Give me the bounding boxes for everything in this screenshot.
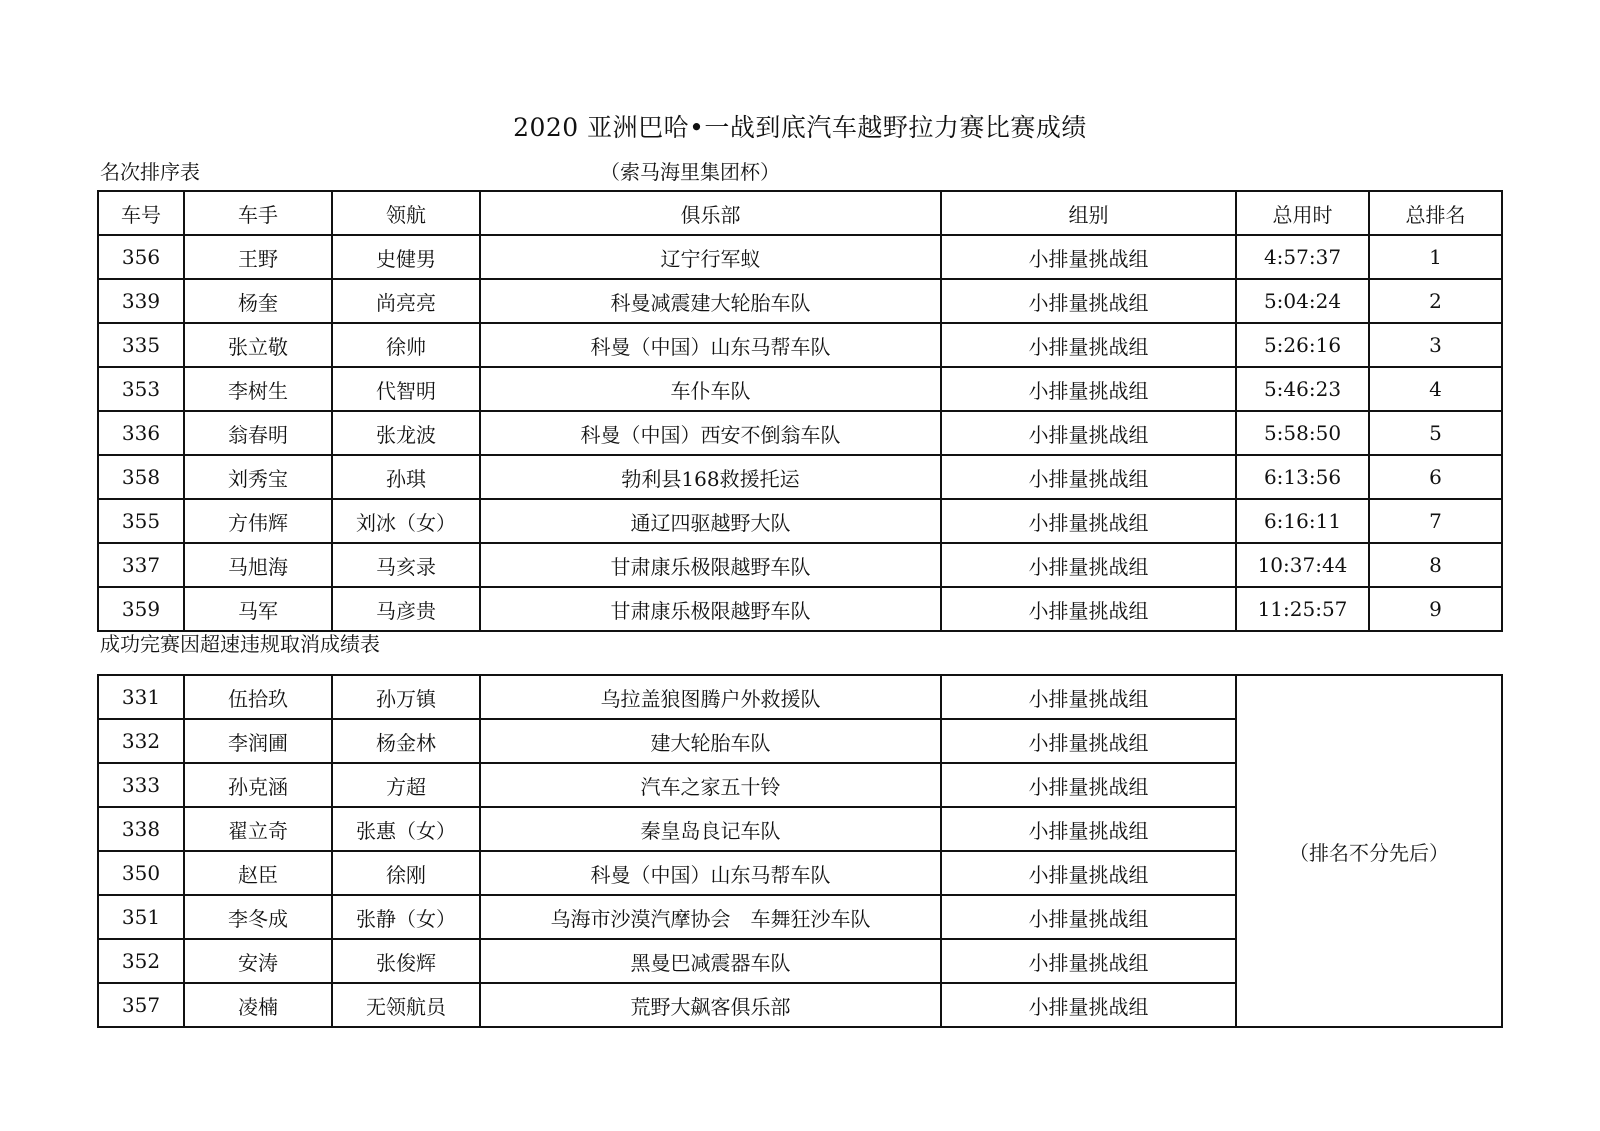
cell-driver: 李冬成 [184,895,332,939]
cell-group: 小排量挑战组 [941,675,1236,719]
cell-navigator: 徐刚 [332,851,480,895]
cell-group: 小排量挑战组 [941,939,1236,983]
cell-group: 小排量挑战组 [941,587,1236,631]
document-title: 2020 亚洲巴哈•一战到底汽车越野拉力赛比赛成绩 [513,113,1087,142]
cell-club: 车仆车队 [480,367,941,411]
cell-car-number: 333 [98,763,184,807]
cell-navigator: 刘冰（女） [332,499,480,543]
sponsor-subtitle: （索马海里集团杯） [600,160,780,184]
cell-club: 乌海市沙漠汽摩协会 车舞狂沙车队 [480,895,941,939]
cell-total-time: 6:16:11 [1236,499,1369,543]
cell-driver: 张立敬 [184,323,332,367]
cell-navigator: 方超 [332,763,480,807]
cell-club: 科曼减震建大轮胎车队 [480,279,941,323]
cell-navigator: 史健男 [332,235,480,279]
cell-driver: 孙克涵 [184,763,332,807]
cell-navigator: 张俊辉 [332,939,480,983]
cell-navigator: 孙万镇 [332,675,480,719]
cell-driver: 马旭海 [184,543,332,587]
cell-car-number: 353 [98,367,184,411]
cell-group: 小排量挑战组 [941,543,1236,587]
cell-car-number: 337 [98,543,184,587]
cell-group: 小排量挑战组 [941,763,1236,807]
table-row [98,587,1502,631]
cell-navigator: 马彦贵 [332,587,480,631]
cell-club: 辽宁行军蚁 [480,235,941,279]
cell-driver: 翟立奇 [184,807,332,851]
cell-club: 甘肃康乐极限越野车队 [480,543,941,587]
cell-total-time: 11:25:57 [1236,587,1369,631]
cell-group: 小排量挑战组 [941,279,1236,323]
cell-driver: 翁春明 [184,411,332,455]
cell-car-number: 339 [98,279,184,323]
cell-total-rank: 6 [1369,455,1502,499]
cell-club: 汽车之家五十铃 [480,763,941,807]
cell-driver: 刘秀宝 [184,455,332,499]
header-club: 俱乐部 [480,191,941,235]
cell-navigator: 徐帅 [332,323,480,367]
cell-club: 科曼（中国）西安不倒翁车队 [480,411,941,455]
cell-group: 小排量挑战组 [941,323,1236,367]
cell-navigator: 孙琪 [332,455,480,499]
cell-total-time: 5:26:16 [1236,323,1369,367]
cell-total-time: 10:37:44 [1236,543,1369,587]
header-driver: 车手 [184,191,332,235]
cell-club: 科曼（中国）山东马帮车队 [480,323,941,367]
header-total-rank: 总排名 [1369,191,1502,235]
cell-group: 小排量挑战组 [941,983,1236,1027]
cell-club: 乌拉盖狼图腾户外救援队 [480,675,941,719]
cell-car-number: 331 [98,675,184,719]
cell-total-rank: 8 [1369,543,1502,587]
cell-total-time: 5:46:23 [1236,367,1369,411]
cell-driver: 方伟辉 [184,499,332,543]
ranking-section-label: 名次排序表 [100,160,200,184]
cell-group: 小排量挑战组 [941,851,1236,895]
cell-club: 秦皇岛良记车队 [480,807,941,851]
cell-car-number: 357 [98,983,184,1027]
cell-club: 科曼（中国）山东马帮车队 [480,851,941,895]
cell-group: 小排量挑战组 [941,719,1236,763]
ranking-header-row [98,191,1502,235]
disqualified-section-label: 成功完赛因超速违规取消成绩表 [100,632,380,656]
ranking-table [97,190,1503,632]
cell-navigator: 张惠（女） [332,807,480,851]
cell-driver: 王野 [184,235,332,279]
cell-navigator: 无领航员 [332,983,480,1027]
header-total-time: 总用时 [1236,191,1369,235]
cell-total-rank: 9 [1369,587,1502,631]
table-row [98,455,1502,499]
cell-club: 通辽四驱越野大队 [480,499,941,543]
disqualified-table [97,674,1503,1028]
table-row [98,279,1502,323]
cell-car-number: 352 [98,939,184,983]
cell-group: 小排量挑战组 [941,367,1236,411]
cell-club: 甘肃康乐极限越野车队 [480,587,941,631]
cell-total-time: 5:58:50 [1236,411,1369,455]
cell-total-time: 4:57:37 [1236,235,1369,279]
cell-total-rank: 7 [1369,499,1502,543]
cell-club: 建大轮胎车队 [480,719,941,763]
cell-car-number: 350 [98,851,184,895]
cell-club: 勃利县168救援托运 [480,455,941,499]
cell-group: 小排量挑战组 [941,455,1236,499]
cell-navigator: 张龙波 [332,411,480,455]
cell-total-time: 6:13:56 [1236,455,1369,499]
cell-navigator: 马亥录 [332,543,480,587]
cell-driver: 凌楠 [184,983,332,1027]
header-car-number: 车号 [98,191,184,235]
cell-driver: 赵臣 [184,851,332,895]
cell-group: 小排量挑战组 [941,411,1236,455]
cell-car-number: 356 [98,235,184,279]
cell-car-number: 332 [98,719,184,763]
table-row [98,499,1502,543]
table-row [98,367,1502,411]
cell-navigator: 尚亮亮 [332,279,480,323]
table-row [98,323,1502,367]
cell-group: 小排量挑战组 [941,235,1236,279]
cell-total-rank: 4 [1369,367,1502,411]
cell-total-time: 5:04:24 [1236,279,1369,323]
cell-driver: 安涛 [184,939,332,983]
table-row [98,543,1502,587]
cell-total-rank: 2 [1369,279,1502,323]
cell-car-number: 355 [98,499,184,543]
table-row [98,675,1502,719]
cell-car-number: 358 [98,455,184,499]
cell-driver: 杨奎 [184,279,332,323]
cell-navigator: 代智明 [332,367,480,411]
cell-group: 小排量挑战组 [941,807,1236,851]
cell-club: 荒野大飙客俱乐部 [480,983,941,1027]
ranking-note: （排名不分先后） [1236,675,1502,1027]
cell-group: 小排量挑战组 [941,895,1236,939]
table-row [98,411,1502,455]
cell-driver: 李树生 [184,367,332,411]
cell-total-rank: 3 [1369,323,1502,367]
cell-navigator: 张静（女） [332,895,480,939]
cell-car-number: 359 [98,587,184,631]
cell-group: 小排量挑战组 [941,499,1236,543]
cell-driver: 伍拾玖 [184,675,332,719]
header-group: 组别 [941,191,1236,235]
cell-car-number: 335 [98,323,184,367]
cell-total-rank: 1 [1369,235,1502,279]
cell-car-number: 338 [98,807,184,851]
cell-total-rank: 5 [1369,411,1502,455]
cell-car-number: 351 [98,895,184,939]
cell-driver: 马军 [184,587,332,631]
cell-navigator: 杨金林 [332,719,480,763]
cell-car-number: 336 [98,411,184,455]
header-navigator: 领航 [332,191,480,235]
cell-club: 黑曼巴减震器车队 [480,939,941,983]
cell-driver: 李润圃 [184,719,332,763]
table-row [98,235,1502,279]
